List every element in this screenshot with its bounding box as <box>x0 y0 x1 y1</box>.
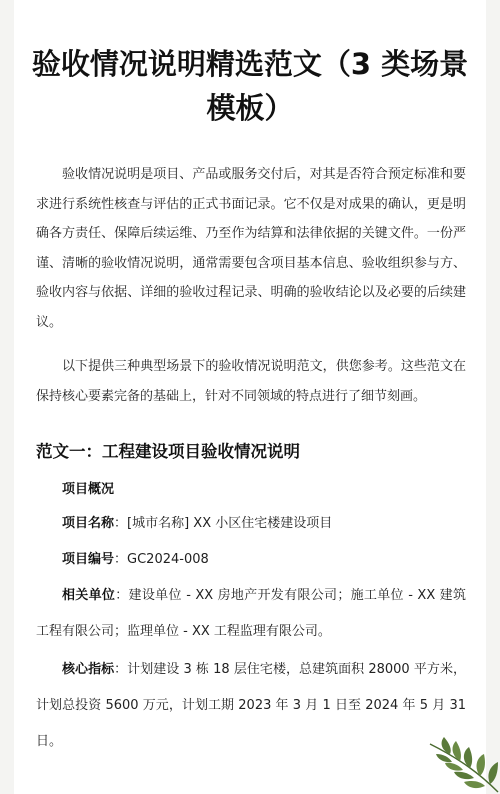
field-related-units <box>36 578 466 650</box>
field-label: 相关单位 <box>62 588 116 603</box>
leaf-branch-icon <box>390 704 500 794</box>
field-project-name <box>36 506 466 542</box>
field-label: 项目编号 <box>62 552 115 567</box>
field-value: ：计划建设 3 栋 18 层住宅楼，总建筑面积 28000 平方米，计划总投资 5600 万元，计划工期 2023 年 3 月 1 日至 2024 年 5 月 31 日。 <box>36 662 466 749</box>
field-value: ：[城市名称] XX 小区住宅楼建设项目 <box>114 516 333 531</box>
field-project-number <box>36 542 466 578</box>
field-value: ：建设单位 - XX 房地产开发有限公司；施工单位 - XX 建筑工程有限公司；监理单位 - XX 工程监理有限公司。 <box>36 588 466 639</box>
intro-paragraph-2: 以下提供三种典型场景下的验收情况说明范文，供您参考。这些范文在保持核心要素完备的基础上，针对不同领域的特点进行了细节刻画。 <box>36 359 466 404</box>
field-value: ：GC2024-008 <box>114 552 209 567</box>
field-label: 核心指标 <box>62 662 115 677</box>
document-page <box>14 0 486 794</box>
section-heading: 范文一：工程建设项目验收情况说明 <box>36 442 300 461</box>
intro-paragraph: 验收情况说明是项目、产品或服务交付后，对其是否符合预定标准和要求进行系统性核查与评估的正式书面记录。它不仅是对成果的确认，更是明确各方责任、保障后续运维、乃至作为结算和法律依据的关键文件。一份严谨、清晰的验收情况说明，通常需要包含项目基本信息、验收组织参与方、验收内容与依据、详细的验收过程记录、明确的验收结论以及必要的后续建议。 <box>36 167 466 330</box>
sub-heading-project-overview: 项目概况 <box>62 482 115 497</box>
document-title: 验收情况说明精选范文（3 类场景模板） <box>31 47 469 125</box>
field-label: 项目名称 <box>62 516 115 531</box>
